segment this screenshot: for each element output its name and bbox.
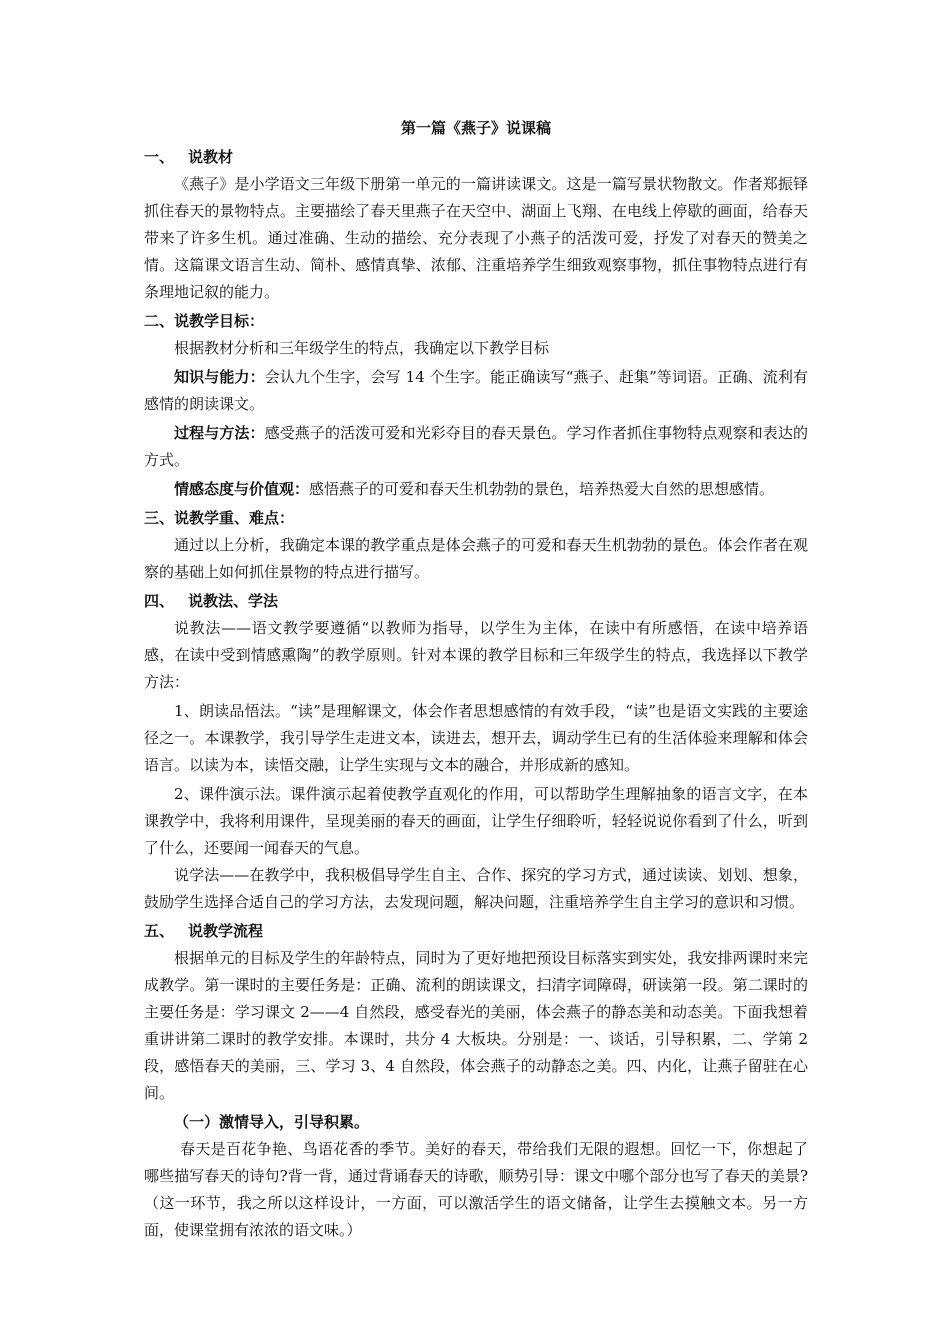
section-number: 五、 — [144, 922, 175, 940]
inline-label: 过程与方法： — [174, 424, 265, 442]
section-label: 说教学流程 — [188, 922, 264, 940]
document-page — [144, 115, 808, 1244]
section-number: 一、 — [144, 148, 175, 166]
paragraph: 通过以上分析，我确定本课的教学重点是体会燕子的可爱和春天生机勃勃的景色。体会作者在观察的基础上如何抓住景物的特点进行描写。 — [144, 536, 808, 581]
paragraph: 2、课件演示法。课件演示起着使教学直观化的作用，可以帮助学生理解抽象的语言文字，在本课教学中，我将利用课件，呈现美丽的春天的画面，让学生仔细聆听，轻轻说说你看到了什么，听到了什么，还要闻一闻春天的气息。 — [144, 785, 808, 857]
paragraph: 说学法——在教学中，我积极倡导学生自主、合作、探究的学习方式，通过读读、划划、想象，鼓励学生选择合适自己的学习方法，去发现问题，解决问题，注重培养学生自主学习的意识和习惯。 — [144, 866, 808, 911]
paragraph: 春天是百花争艳、鸟语花香的季节。美好的春天，带给我们无限的遐想。回忆一下，你想起了哪些描写春天的诗句?背一背，通过背诵春天的诗歌，顺势引导：课文中哪个部分也写了春天的美景?（这一环节，我之所以这样设计，一方面，可以激活学生的语文储备，让学生去摸触文本。另一方面，使课堂拥有浓浓的语文味。） — [144, 1140, 808, 1239]
inline-text: 会认九个生字，会写 14 个生字。能正确读写“燕子、赶集”等词语。正确、流利有感情的朗读课文。 — [144, 368, 808, 413]
section-heading-1 — [144, 144, 808, 171]
section-label: 说教法、学法 — [188, 592, 279, 610]
document-title: 第一篇《燕子》说课稿 — [400, 119, 551, 137]
section-heading-4 — [144, 588, 808, 615]
inline-label: 知识与能力： — [174, 368, 265, 386]
paragraph-process — [144, 420, 808, 474]
paragraph: 1、朗读品悟法。“读”是理解课文，体会作者思想感情的有效手段，“读”也是语文实践的主要途径之一。本课教学，我引导学生走进文本，读进去，想开去，调动学生已有的生活体验来理解和体会语言。以读为本，读悟交融，让学生实现与文本的融合，并形成新的感知。 — [144, 702, 808, 774]
paragraph: 《燕子》是小学语文三年级下册第一单元的一篇讲读课文。这是一篇写景状物散文。作者郑振铎抓住春天的景物特点。主要描绘了春天里燕子在天空中、湖面上飞翔、在电线上停歇的画面，给春天带来了许多生机。通过准确、生动的描绘、充分表现了小燕子的活泼可爱，抒发了对春天的赞美之情。这篇课文语言生动、简朴、感情真挚、浓郁、注重培养学生细致观察事物，抓住事物特点进行有条理地记叙的能力。 — [144, 175, 808, 301]
paragraph-knowledge — [144, 364, 808, 418]
paragraph: 根据单元的目标及学生的年龄特点，同时为了更好地把预设目标落实到实处，我安排两课时来完成教学。第一课时的主要任务是：正确、流利的朗读课文，扫清字词障碍，研读第一段。第二课时的主要任务是：学习课文 2——4 自然段，感受春光的美丽，体会燕子的静态美和动态美。下面我想着重讲讲第二课时的教学安排。本课时，共分 4 大板块。分别是：一、谈话，引导积累，二、学第 2 段，感悟春天的美丽，三、学习 3、4 自然段，体会燕子的动静态之美。四、内化，让燕子留驻在心间。 — [144, 949, 808, 1102]
paragraph: 说教法——语文教学要遵循“以教师为指导，以学生为主体，在读中有所感悟，在读中培养语感，在读中受到情感熏陶”的教学原则。针对本课的教学目标和三年级学生的特点，我选择以下教学方法： — [144, 619, 808, 691]
section-heading-5 — [144, 918, 808, 945]
section-label: 说教材 — [188, 148, 234, 166]
inline-text: 感悟燕子的可爱和春天生机勃勃的景色，培养热爱大自然的思想感情。 — [309, 480, 775, 498]
section-heading-2: 二、说教学目标： — [144, 312, 265, 330]
paragraph: 根据教材分析和三年级学生的特点，我确定以下教学目标 — [174, 339, 550, 357]
section-number: 四、 — [144, 592, 175, 610]
inline-label: 情感态度与价值观： — [174, 480, 310, 498]
subsection-heading: （一）激情导入，引导积累。 — [174, 1113, 370, 1131]
section-heading-3: 三、说教学重、难点： — [144, 509, 295, 527]
inline-text: 感受燕子的活泼可爱和光彩夺目的春天景色。学习作者抓住事物特点观察和表达的方式。 — [144, 424, 808, 469]
paragraph-emotion — [144, 476, 808, 503]
